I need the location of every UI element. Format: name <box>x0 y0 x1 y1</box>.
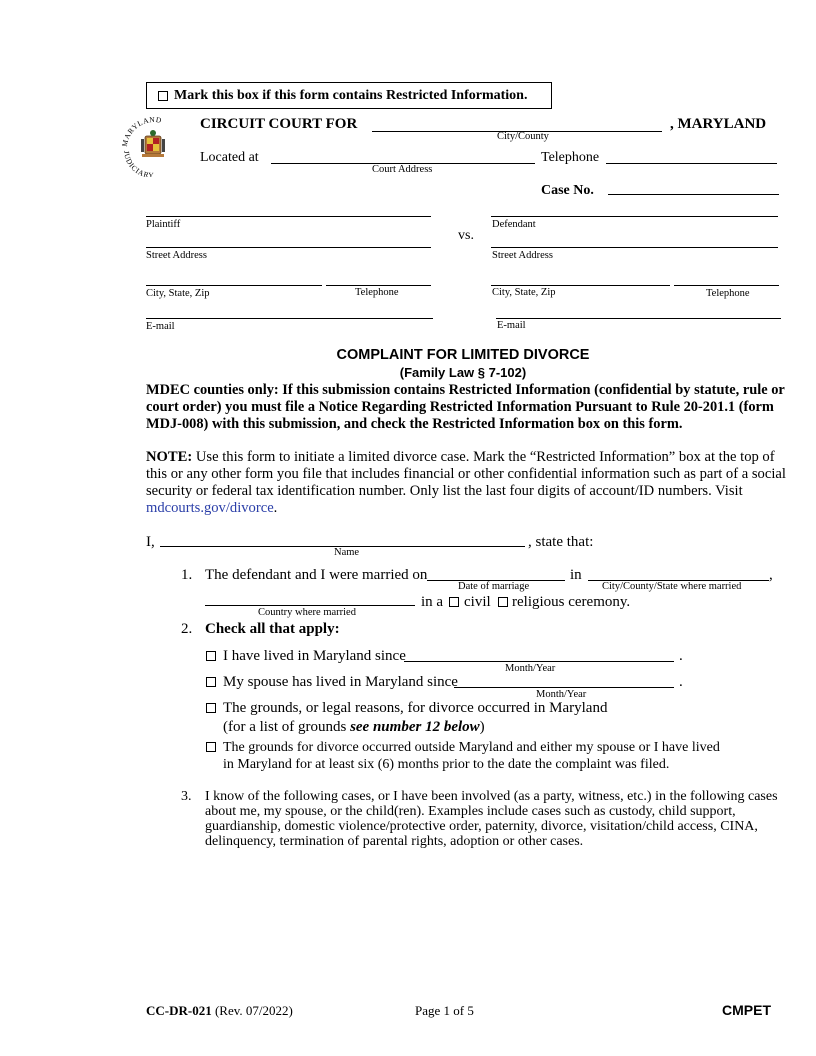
item1-number: 1. <box>181 567 193 583</box>
marriage-country-caption: Country where married <box>258 607 356 618</box>
plaintiff-telephone-line[interactable] <box>326 285 431 286</box>
plaintiff-line[interactable] <box>146 216 431 217</box>
plaintiff-email-caption: E-mail <box>146 321 175 332</box>
note-text: Use this form to initiate a limited divorce case. Mark the “Restricted Information” box at the top of this or any other form you file that includes financial or other confidential information such as part of a social security or federal tax identification number. Only list the last four digits of account/ID numbers. Visit <box>146 449 786 499</box>
defendant-caption: Defendant <box>492 219 536 230</box>
religious-checkbox[interactable] <box>498 597 508 607</box>
grounds-reference-b: see number 12 below <box>350 719 480 735</box>
resident-since-line[interactable] <box>404 661 674 662</box>
restricted-info-box <box>146 82 552 109</box>
defendant-telephone-line[interactable] <box>674 285 779 286</box>
note-label: NOTE: <box>146 449 193 465</box>
versus-label: vs. <box>458 228 474 243</box>
grounds-reference-a: (for a list of grounds <box>223 719 347 735</box>
civil-checkbox[interactable] <box>449 597 459 607</box>
maryland-judiciary-seal <box>117 113 193 177</box>
spouse-resident-caption: Month/Year <box>536 689 587 700</box>
spouse-resident-line[interactable] <box>454 687 674 688</box>
plaintiff-city-caption: City, State, Zip <box>146 288 210 299</box>
defendant-line[interactable] <box>491 216 778 217</box>
footer-form-id <box>146 1004 293 1018</box>
divorce-link[interactable]: mdcourts.gov/divorce <box>146 500 274 516</box>
grounds-outside-line2: in Maryland for at least six (6) months prior to the date the complaint was filed. <box>223 757 670 772</box>
grounds-in-maryland-label: The grounds, or legal reasons, for divorce occurred in Maryland <box>223 700 608 716</box>
item2-number: 2. <box>181 621 193 637</box>
marriage-date-caption: Date of marriage <box>458 581 530 592</box>
court-address-caption: Court Address <box>372 164 433 175</box>
mdec-notice: MDEC counties only: If this submission contains Restricted Information (confidential by statute, rule or court order) you must file a Notice Regarding Restricted Information Pursuant to Rule 20-201.1 (form MDJ-008) with this submission, and check the Restricted Information box on this form. <box>146 382 785 432</box>
resident-since-checkbox[interactable] <box>206 651 216 661</box>
grounds-reference-c: ) <box>479 719 485 735</box>
city-county-caption: City/County <box>497 131 549 142</box>
resident-since-caption: Month/Year <box>505 663 556 674</box>
maryland-label: , MARYLAND <box>670 116 767 132</box>
defendant-street-caption: Street Address <box>492 250 553 261</box>
defendant-city-caption: City, State, Zip <box>492 287 556 298</box>
spouse-resident-dot: . <box>679 674 683 690</box>
form-subtitle: (Family Law § 7-102) <box>399 365 527 380</box>
plaintiff-street-caption: Street Address <box>146 250 207 261</box>
footer-page: Page 1 of 5 <box>415 1003 474 1018</box>
restricted-info-label: Mark this box if this form contains Restricted Information. <box>174 88 528 103</box>
located-at-label: Located at <box>200 150 259 165</box>
marriage-place-caption: City/County/State where married <box>602 581 742 592</box>
spouse-resident-checkbox[interactable] <box>206 677 216 687</box>
form-revision: (Rev. 07/2022) <box>214 1003 293 1018</box>
item1-in-a: in a <box>421 594 444 610</box>
name-caption: Name <box>334 547 360 558</box>
case-number-label: Case No. <box>541 183 594 198</box>
plaintiff-street-line[interactable] <box>146 247 431 248</box>
case-number-line[interactable] <box>608 194 779 195</box>
defendant-city-line[interactable] <box>491 285 670 286</box>
note-paragraph <box>146 449 786 517</box>
plaintiff-email-line[interactable] <box>146 318 433 319</box>
footer-code: CMPET <box>722 1002 771 1018</box>
item3-number: 3. <box>181 789 192 804</box>
item3-text: I know of the following cases, or I have been involved (as a party, witness, etc.) in the following cases about me, my spouse, or the child(ren). Examples include cases such as custody, child support, guardianship, domestic violence/protective order, paternity, divorce, visitation/child access, CINA, delinquency, termination of parental rights, adoption or other cases. <box>205 789 778 849</box>
telephone-label: Telephone <box>541 150 600 165</box>
defendant-telephone-caption: Telephone <box>706 288 750 299</box>
grounds-outside-line1: The grounds for divorce occurred outside Maryland and either my spouse or I have lived <box>223 740 720 755</box>
plaintiff-telephone-caption: Telephone <box>355 287 399 298</box>
state-that-suffix: , state that: <box>528 534 594 550</box>
item2-heading: Check all that apply: <box>205 621 340 637</box>
plaintiff-city-line[interactable] <box>146 285 322 286</box>
grounds-reference <box>223 720 485 735</box>
seal-top-text: MARYLAND <box>119 114 163 148</box>
defendant-email-line[interactable] <box>496 318 781 319</box>
grounds-outside-checkbox[interactable] <box>206 742 216 752</box>
coat-of-arms-icon <box>141 130 165 157</box>
item1-comma: , <box>769 567 773 583</box>
seal-bottom-text: JUDICIARY <box>121 150 155 177</box>
resident-since-label: I have lived in Maryland since <box>223 648 406 664</box>
religious-label: religious ceremony. <box>512 594 631 610</box>
spouse-resident-label: My spouse has lived in Maryland since <box>223 674 458 690</box>
form-title: COMPLAINT FOR LIMITED DIVORCE <box>336 347 590 363</box>
defendant-email-caption: E-mail <box>497 320 526 331</box>
note-end: . <box>273 500 278 516</box>
grounds-in-maryland-checkbox[interactable] <box>206 703 216 713</box>
item1-text: The defendant and I were married on <box>205 567 428 583</box>
civil-label: civil <box>464 594 491 610</box>
resident-since-dot: . <box>679 648 683 664</box>
form-id: CC-DR-021 <box>146 1003 212 1018</box>
marriage-country-line[interactable] <box>205 605 415 606</box>
item1-in: in <box>570 567 582 583</box>
restricted-info-checkbox[interactable] <box>158 91 168 101</box>
defendant-street-line[interactable] <box>491 247 778 248</box>
plaintiff-caption: Plaintiff <box>146 219 181 230</box>
court-telephone-line[interactable] <box>606 163 777 164</box>
i-prefix: I, <box>146 534 155 550</box>
circuit-court-label: CIRCUIT COURT FOR <box>200 116 358 132</box>
